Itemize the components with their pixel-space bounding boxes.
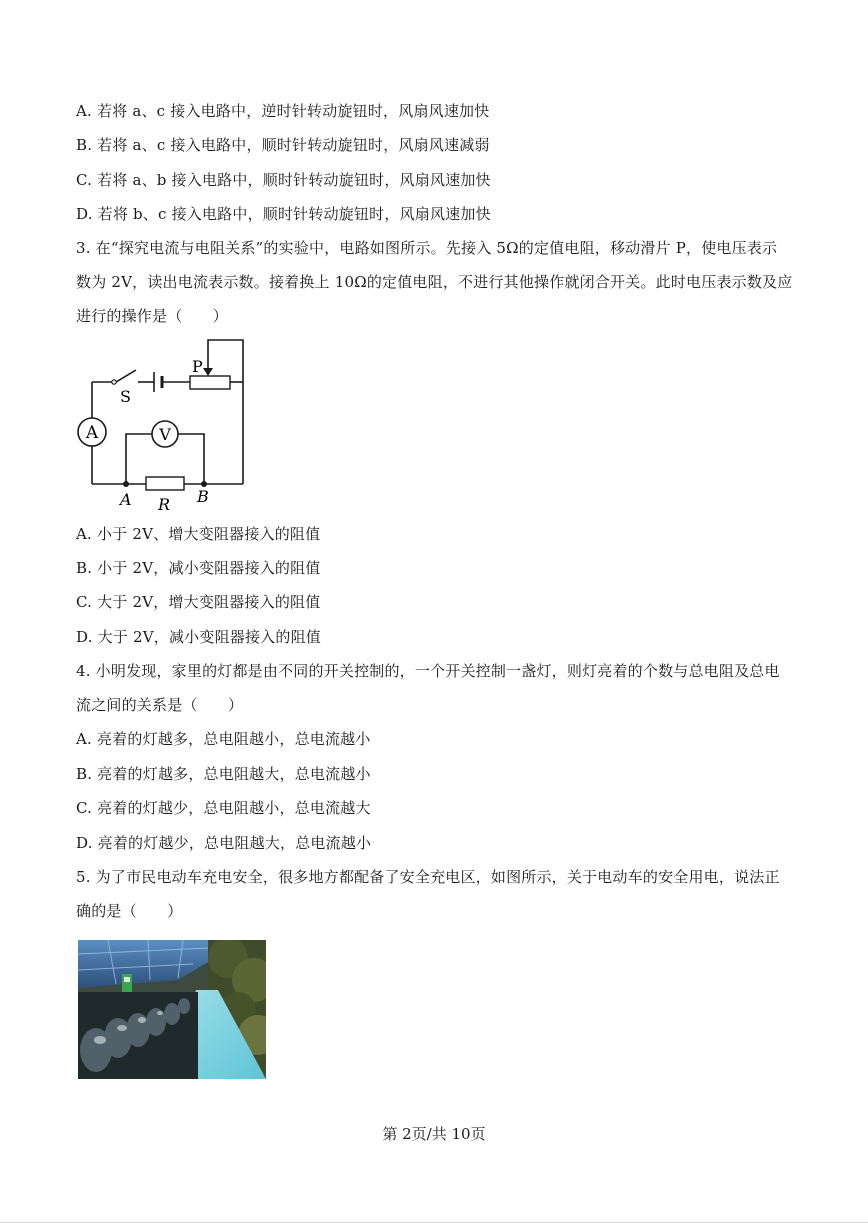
switch-pivot	[112, 380, 116, 384]
switch-label: S	[120, 387, 131, 406]
q3-stem-line-1: 3. 在“探究电流与电阻关系”的实验中，电路如图所示。先接入 5Ω的定值电阻，移动滑片 P，使电压表示	[76, 239, 778, 257]
voltmeter-label: V	[159, 425, 171, 444]
q3-option-a: A. 小于 2V、增大变阻器接入的阻值	[76, 525, 321, 543]
q3-option-d: D. 大于 2V，减小变阻器接入的阻值	[76, 628, 321, 646]
q2-option-a: A. 若将 a、c 接入电路中，逆时针转动旋钮时，风扇风速加快	[76, 102, 490, 120]
q5-stem-line-1: 5. 为了市民电动车充电安全，很多地方都配备了安全充电区，如图所示，关于电动车的安全用电，说法正	[76, 868, 780, 886]
ammeter-label: A	[85, 423, 99, 443]
charging-area-photo	[78, 940, 266, 1079]
q4-option-d: D. 亮着的灯越少，总电阻越大，总电流越小	[76, 834, 372, 852]
q2-option-b: B. 若将 a、c 接入电路中，顺时针转动旋钮时，风扇风速减弱	[76, 136, 490, 154]
q4-stem-line-2: 流之间的关系是（ ）	[76, 696, 244, 714]
node-a-label: A	[120, 490, 132, 509]
q4-option-c: C. 亮着的灯越少，总电阻越小，总电流越大	[76, 799, 371, 817]
page-footer: 第 2页/共 10页	[382, 1125, 486, 1143]
q3-stem-line-3: 进行的操作是（ ）	[76, 307, 229, 325]
q3-stem-line-2: 数为 2V，读出电流表示数。接着换上 10Ω的定值电阻，不进行其他操作就闭合开关。此时电压表示数及应	[76, 273, 793, 291]
q3-option-c: C. 大于 2V，增大变阻器接入的阻值	[76, 593, 321, 611]
circuit-diagram	[72, 330, 262, 520]
bottom-divider	[0, 1222, 868, 1223]
q5-stem-line-2: 确的是（ ）	[76, 902, 183, 920]
q2-option-d: D. 若将 b、c 接入电路中，顺时针转动旋钮时，风扇风速加快	[76, 205, 491, 223]
slider-arrow-icon	[203, 368, 213, 376]
q2-option-c: C. 若将 a、b 接入电路中，顺时针转动旋钮时，风扇风速加快	[76, 171, 491, 189]
q3-option-b: B. 小于 2V，减小变阻器接入的阻值	[76, 559, 321, 577]
q4-option-b: B. 亮着的灯越多，总电阻越大，总电流越小	[76, 765, 371, 783]
q4-option-a: A. 亮着的灯越多，总电阻越小，总电流越小	[76, 730, 371, 748]
q4-stem-line-1: 4. 小明发现，家里的灯都是由不同的开关控制的，一个开关控制一盏灯，则灯亮着的个数与总电阻及总电	[76, 662, 780, 680]
node-a-dot	[123, 481, 129, 487]
slider-label: P	[192, 357, 203, 376]
resistor-label: R	[158, 495, 171, 514]
node-b-label: B	[197, 487, 209, 506]
